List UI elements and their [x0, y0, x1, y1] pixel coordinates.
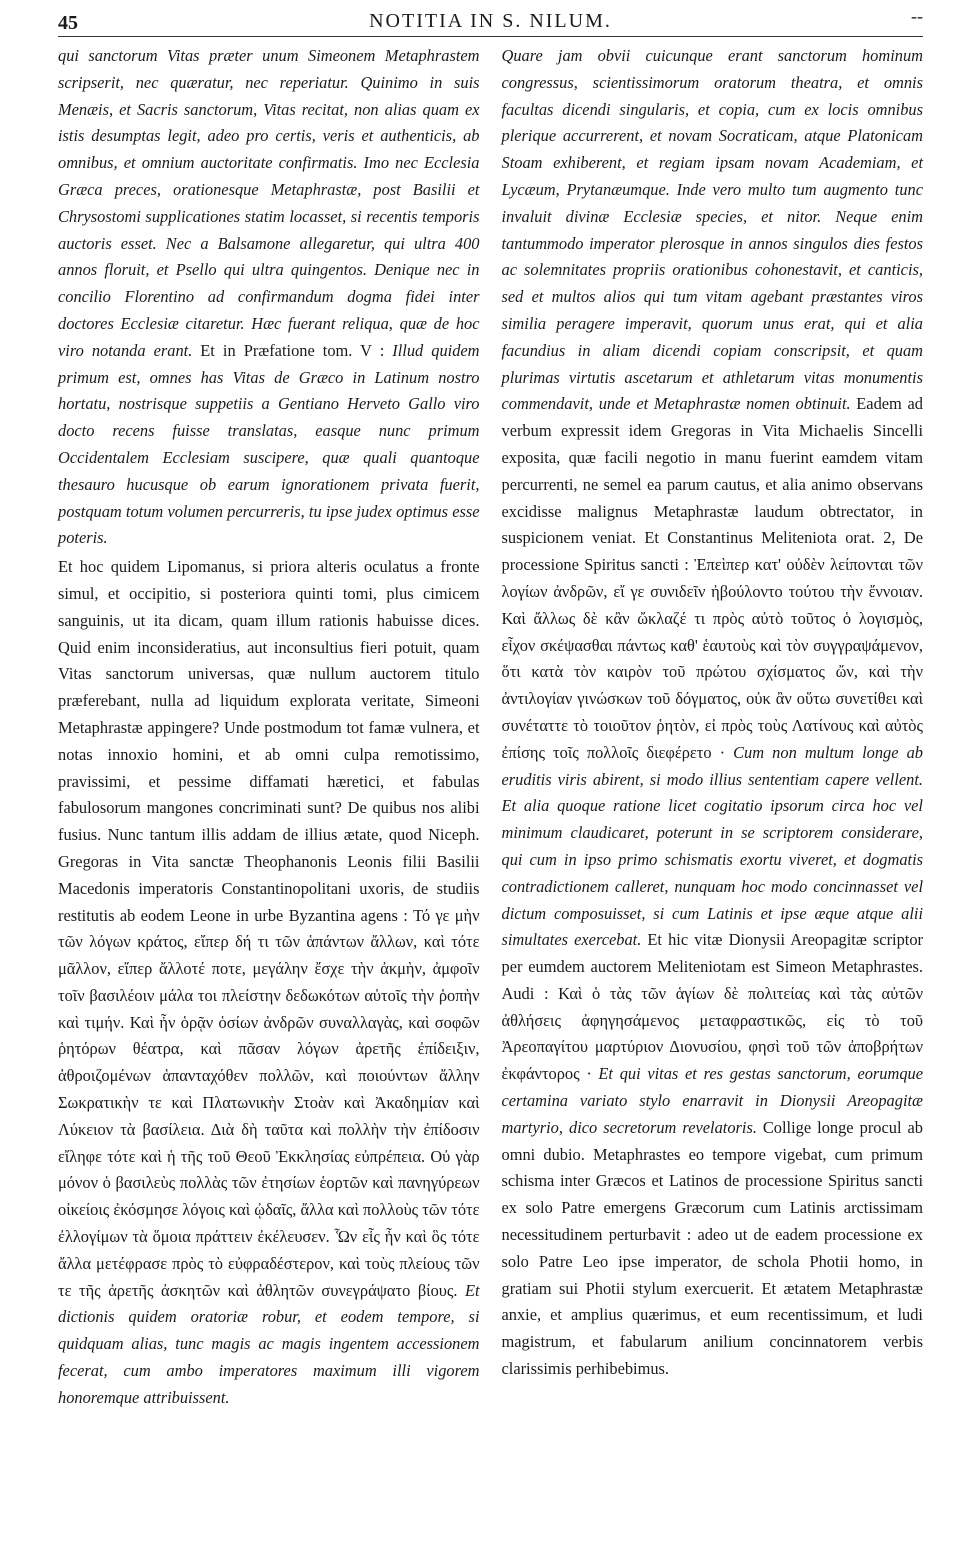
greek-text: Τό γε μὴν τῶν λόγων κράτος, εἴπερ δή τι τῶν ἁπάντων ἄλλων, καὶ τότε μᾶλλον, εἴπερ ἄλλοτέ ποτε, μεγάλην ἔσχε τὴν ἀκμὴν, ἀμφοῖν τοῖν βασιλέοιν μάλα τοι πλείστην δεδωκότων αὐτοῖς τὴν ῥοπὴν καὶ τιμήν. Καὶ ἦν ὁρᾷν ὁσίων ἀνδρῶν συναλλαγὰς, καὶ σοφῶν ῥητόρων θέατρα, καὶ πᾶσαν λόγων ἀρετῆς ἐπίδειξιν, ἀθροιζομένων ἁπανταχόθεν πολλῶν, καὶ ποιούντων ἄλλην Σωκρατικὴν τε καὶ Πλατωνικὴν Στοὰν καὶ Ἀκαδημίαν καὶ Λύκειον τὰ βασίλεια. Διὰ δὴ ταῦτα καὶ πολλὴν τὴν ἐπίδοσιν εἴληφε τότε καὶ ἡ τῆς τοῦ Θεοῦ Ἐκκλησίας εὐπρέπεια. Οὐ γὰρ μόνον ὁ βασιλεὺς πολλὰς τῶν ἐτησίων ἑορτῶν καὶ πανηγύρεων οἰκείοις ἐκόσμησε λόγοις καὶ ᾠδαῖς, ἄλλα καὶ πολλοὺς τῶν τότε ἐλλογίμων τὰ ὅμοια πράττειν ἐκέλευσεν. Ὧν εἷς ἦν καὶ ὃς τότε ἄλλα μετέφρασε πρὸς τὸ εὐφραδέστερον, καὶ τοὺς πλείους τῶν τε τῆς ἀρετῆς ἀσκητῶν καὶ ἀθλητῶν συνεγράψατο βίους. [58, 905, 480, 1300]
italic-text: Cum non multum longe ab eruditis viris abirent, si modo illius sententiam capere vellent. Et alia quoque ratione licet cogitatio ipsorum circa hoc vel minimum claudicaret, poterunt in se scriptorem considerare, qui cum in ipso primo schismatis exortu viveret, et dogmatis contradictionem calleret, nunquam hoc modo concinnasset vel dictum composuisset, si cum Latinis et ipse æque atque alii simultates exercebat. [501, 742, 924, 950]
page-header [58, 6, 923, 37]
paragraph [58, 43, 480, 552]
italic-text: Et dictionis quidem oratoriæ robur, et eodem tempore, si quidquam alias, tunc magis ac magis ingentem accessionem fecerat, cum ambo imperatores maximum illi vigorem honoremque attribuissent. [58, 1280, 480, 1407]
greek-text: Ἐπεὶπερ κατ' οὐδὲν λείπονται τῶν λογίων ἀνδρῶν, εἴ γε συνιδεῖν ἠβούλοντο τούτου τὴν ἔννοιαν. Καὶ ἄλλως δὲ κἂν ὤκλαζέ τι πρὸς αὐτὸ τοῦτος ὁ λογισμὸς, εἶχον σκέψασθαι πάντως καθ' ἑαυτοὺς καὶ τὸν συγγραψάμενον, ὅτι κατὰ τὸν καιρὸν τοῦ πρώτου σχίσματος ὤν, καὶ τὴν ἀντιλογίαν γινώσκων τοῦ δόγματος, οὐκ ἂν οὕτω συνετίθει καὶ συνέταττε τὸ τοιοῦτον ῥητὸν, εἰ πρὸς τοὺς Λατίνους καὶ αὐτὸς ἐπίσης τοῖς πολλοῖς διεφέρετο · [501, 555, 924, 762]
left-column [58, 43, 480, 1412]
corner-mark: -- [911, 6, 923, 26]
italic-text: Et qui vitas et res gestas sanctorum, eorumque certamina variato stylo enarravit in Dionysii Areopagitæ martyrio, dico secretorum revelatoris. [501, 1064, 923, 1137]
roman-text: Et hic vitæ Dionysii Areopagitæ scriptor per eumdem auctorem Meliteniotam est Simeon Metaphrastes. Audi : [501, 930, 923, 1003]
italic-text: qui sanctorum Vitas præter unum Simeonem Metaphrastem scripserit, nec quæratur, nec reperiatur. Quinimo in suis Menæis, et Sacris sanctorum, Vitas recitat, non alias quam ex istis desumptas legit, adeo pro certis, veris et authenticis, ab omnibus, et omnium auctoritate confirmatis. Imo nec Ecclesia Græca preces, orationesque Metaphrastæ, post Basilii et Chrysostomi supplicationes statim locasset, si recentis temporis auctoris esset. Nec a Balsamone allegaretur, qui ultra 400 annos floruit, et Psello qui ultra quingentos. Denique nec in concilio Florentino ad confirmandum dogma fidei inter doctores Ecclesiæ citaretur. Hæc fuerant reliqua, quæ de hoc viro notanda erant. [58, 46, 480, 360]
italic-text: Illud quidem primum est, omnes has Vitas de Græco in Latinum nostro hortatu, nostrisque suppetiis a Gentiano Herveto Gallo viro docto recens fuisse translatas, easque nunc primum Occidentalem Ecclesiam suscipere, quæ quali quantoque thesauro hucusque ob earum ignorationem privata fuerit, postquam totum volumen percurreris, tu ipse judex optimus esse poteris. [58, 340, 480, 548]
roman-text: Collige longe procul ab omni dubio. Metaphrastes eo tempore vigebat, cum primum schisma inter Græcos et Latinos de processione Spiritus sancti ex solo Patre emergens Græcorum cum Latinis arctissimam necessitudinem perturbavit : adeo ut de eadem processione ex solo Patre Leo ipse imperator, de schola Photii homo, in gratiam sui Photii stylum exercuerit. Et ætatem Metaphrastæ anxie, et amplius quærimus, et eum recentissimum, et ludi magistrum, et fabularum anilium concinnatorem verbis clarissimis perhibebimus. [501, 1117, 923, 1379]
page-number: 45 [58, 12, 78, 34]
italic-text: Quare jam obvii cuicunque erant sanctorum hominum congressus, scientissimorum oratorum theatra, et omnis facultas dicendi singularis, et copia, cum ex locis omnibus plerique accurrerent, et novam Socraticam, atque Platonicam Stoam exhiberent, et regiam ipsam novam Academiam, et Lycæum, Prytanæumque. Inde vero multo tum augmento tunc invaluit divinæ Ecclesiæ species, et nitor. Neque enim tantummodo imperator plerosque in annos singulos dies festos ac solemnitates propriis orationibus cohonestavit, et canticis, sed et multos alios qui tum vitam agebant præstantes viros similia peragere imperavit, quorum unus erat, qui et alia facundius in aliam dicendi copiam conscripsit, et quam plurimas virtutis ascetarum et athletarum vitas monumentis commendavit, unde et Metaphrastæ nomen obtinuit. [501, 46, 923, 414]
paragraph [58, 554, 480, 1412]
right-column [502, 43, 924, 1412]
roman-text: Et in Præfatione tom. V : [200, 340, 385, 360]
running-title: NOTITIA IN S. NILUM. [369, 10, 612, 32]
greek-text: Καὶ ὁ τὰς τῶν ἁγίων δὲ πολιτείας καὶ τὰς αὐτῶν ἀθλήσεις ἀφηγησάμενος μεταφραστικῶς, εἰς τὸ τοῦ Ἀρεοπαγίτου μαρτύριον Διονυσίου, φησὶ τοῦ τῶν ἀποβρήτων ἐκφάντορος · [501, 983, 923, 1084]
roman-text: Eadem ad verbum expressit idem Gregoras in Vita Michaelis Sincelli exposita, quæ facili negotio in manu fuerint eamdem vitam percurrenti, ne semel ea parum cautus, et alia animo observans excidisse malignus Metaphrastæ laudum obtrectator, in suspicionem veniat. Et Constantinus Meliteniota orat. 2, De processione Spiritus sancti : [501, 394, 924, 575]
paragraph [502, 43, 924, 1383]
roman-text: Et hoc quidem Lipomanus, si priora alteris oculatus a fronte simul, et occipitio, si posteriora quinti tomi, plus cimicem sanguinis, ut ita dicam, quam illum rationis habuisse dices. Quid enim inconsideratius, aut inconsultius fieri potuit, quam Vitas sanctorum universas, quæ nullum auctorem titulo præferebant, nulla ad liquidum explorata veritate, Simeoni Metaphrastæ appingere? Unde postmodum tot famæ vulnera, et notas innoxio homini, et ab omni culpa remotissimo, pravissimi, et pessime diffamati hæretici, et fabulas fabulosorum mangones concriminati sunt? De quibus nos alibi fusius. Nunc tantum illis addam de illius ætate, quod Niceph. Gregoras in Vita sanctæ Theophanonis Leonis filii Basilii Macedonis imperatoris Constantinopolitani uxoris, de studiis restitutis ab eodem Leone in urbe Byzantina agens : [58, 557, 480, 925]
text-columns [58, 43, 923, 1412]
